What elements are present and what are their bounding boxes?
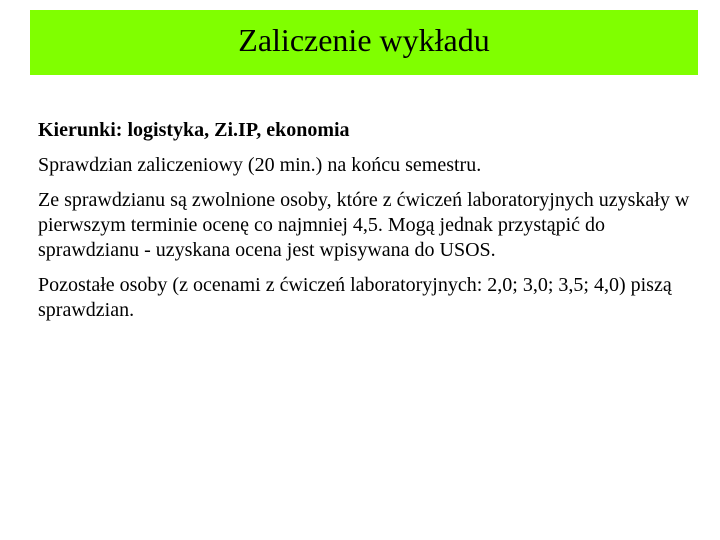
exam-info-paragraph: Sprawdzian zaliczeniowy (20 min.) na końcu semestru. xyxy=(38,154,482,176)
slide-title-bar xyxy=(30,10,698,75)
slide-title: Zaliczenie wykładu xyxy=(238,22,490,58)
remaining-students-paragraph: Pozostałe osoby (z ocenami z ćwiczeń laboratoryjnych: 2,0; 3,0; 3,5; 4,0) piszą sprawdzian. xyxy=(38,274,672,321)
exemption-paragraph: Ze sprawdzianu są zwolnione osoby, które z ćwiczeń laboratoryjnych uzyskały w pierwszym terminie ocenę co najmniej 4,5. Mogą jednak przystąpić do sprawdzianu - uzyskana ocena jest wpisywana do USOS. xyxy=(38,189,690,261)
slide-body xyxy=(38,118,698,333)
fields-of-study-line: Kierunki: logistyka, Zi.IP, ekonomia xyxy=(38,119,350,141)
